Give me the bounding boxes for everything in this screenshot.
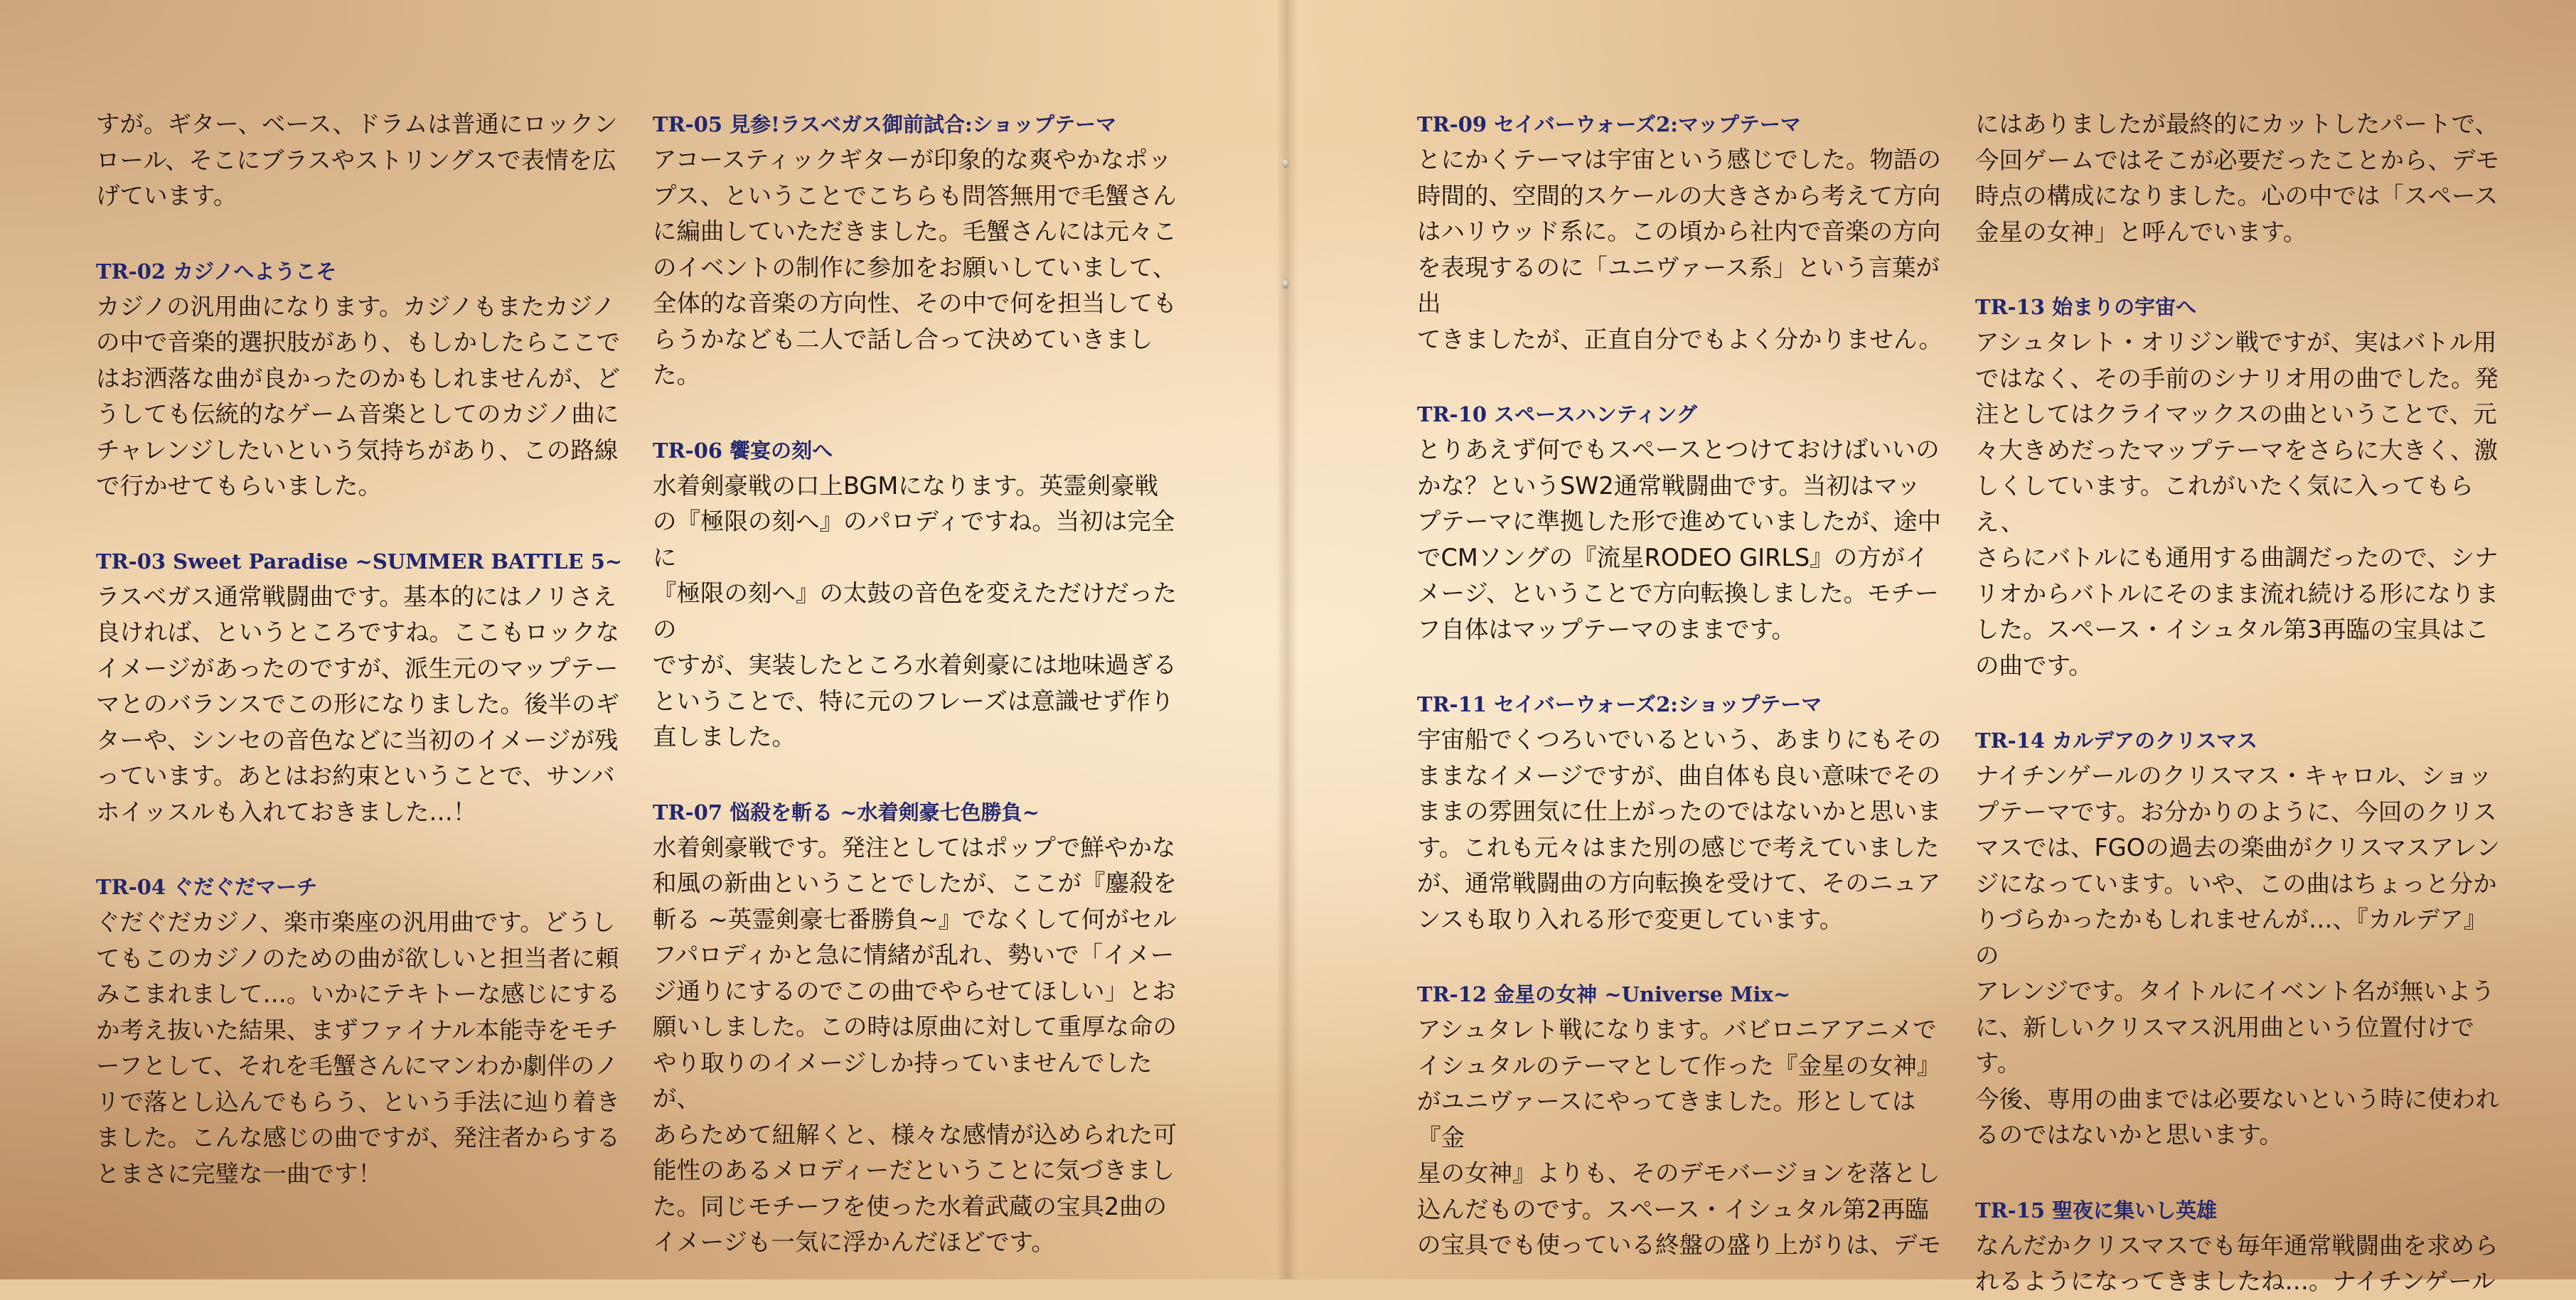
track-title: TR-03 Sweet Paradise ~SUMMER BATTLE 5~ (96, 549, 623, 574)
track-title: TR-15 聖夜に集いし英雄 (1975, 1198, 2218, 1223)
section-body: ぐだぐだカジノ、楽市楽座の汎用曲です。どうし てもこのカジノのための曲が欲しいと担当者に頼 みこまれまして…。いかにテキトーな感じにする か考え抜いた結果、まずファイナル本能寺をモチ ーフとして、それを毛蟹さんにマンわか劇伴のノ リで落とし込んでもらう、という手法に辿り着き ました。こんな感じの曲ですが、発注者からする とまさに完璧な一曲です！ (96, 908, 620, 1188)
section-body: とりあえず何でもスペースとつけておけばいいの かな？というSW2通常戦闘曲です。当初はマッ プテーマに準拠した形で進めていましたが、途中 でCMソングの『流星RODEO GIRLS』の方がイ メージ、ということで方向転換しました。モチー フ自体はマップテーマのままです。 (1417, 436, 1941, 643)
column-2 (653, 107, 1186, 1261)
track-title: TR-10 スペースハンティング (1417, 402, 1697, 426)
section-body: 宇宙船でくつろいでいるという、あまりにもその ままなイメージですが、曲自体も良い意味でその ままの雰囲気に仕上がったのではないかと思いま す。これも元々はまた別の感じで考えていました が、通常戦闘曲の方向転換を受けて、そのニュア ンスも取り入れる形で変更しています。 (1417, 726, 1941, 933)
center-fold (1276, 0, 1298, 1279)
column-4 (1975, 107, 2508, 1300)
section-body: なんだかクリスマスでも毎年通常戦闘曲を求めら れるようになってきましたね…。ナイチンゲール (1975, 1231, 2498, 1295)
track-title: TR-02 カジノへようこそ (96, 259, 337, 284)
section-body: カジノの汎用曲になります。カジノもまたカジノ の中で音楽的選択肢があり、もしかしたらここで はお洒落な曲が良かったのかもしれませんが、ど うしても伝統的なゲーム音楽としてのカジノ曲に チャレンジしたいという気持ちがあり、この路線 で行かせてもらいました。 (96, 292, 620, 500)
section-body: 水着剣豪戦の口上BGMになります。英霊剣豪戦 の『極限の刻へ』のパロディですね。当初は完全に 『極限の刻へ』の太鼓の音色を変えただけだったの ですが、実装したところ水着剣豪には地味過ぎる ということで、特に元のフレーズは意識せず作り 直しました。 (653, 471, 1177, 751)
track-title: TR-09 セイバーウォーズ2:マップテーマ (1417, 112, 1801, 136)
section-body: にはありましたが最終的にカットしたパートで、 今回ゲームではそこが必要だったことから、デモ 時点の構成になりました。心の中では「スペース 金星の女神」と呼んでいます。 (1975, 110, 2499, 246)
section-body: すが。ギター、ベース、ドラムは普通にロックン ロール、そこにブラスやストリングスで表情を広 げています。 (96, 110, 618, 210)
section-body: ラスベガス通常戦闘曲です。基本的にはノリさえ 良ければ、というところですね。ここもロックな イメージがあったのですが、派生元のマップテー マとのバランスでこの形になりました。後半のギ ターや、シンセの音色などに当初のイメージが残 っています。あとはお約束ということで、サンバ ホイッスルも入れておきました…！ (96, 582, 619, 826)
track-title: TR-04 ぐだぐだマーチ (96, 875, 318, 899)
section-body: アシュタレト戦になります。バビロニアアニメで イシュタルのテーマとして作った『金星の女神』 がユニヴァースにやってきました。形としては『金 星の女神』よりも、そのデモバージョンを落とし 込んだものです。スペース・イシュタル第2再臨 の宝具でも使っている終盤の盛り上がりは、デモ (1417, 1016, 1941, 1259)
track-title: TR-05 見参!ラスベガス御前試合:ショップテーマ (653, 112, 1117, 136)
section-body: ナイチンゲールのクリスマス・キャロル、ショッ プテーマです。お分かりのように、今回のクリス マスでは、FGOの過去の楽曲がクリスマスアレン ジになっています。いや、この曲はちょっと分か りづらかったかもしれませんが…、『カルデア』の アレンジです。タイトルにイベント名が無いよう に、新しいクリスマス汎用曲という位置付けです。 今後、専用の曲までは必要ないという時に使われ るのではないかと思います。 (1975, 762, 2501, 1149)
column-3 (1417, 107, 1950, 1264)
track-title: TR-13 始まりの宇宙へ (1975, 295, 2197, 319)
section-body: アシュタレト・オリジン戦ですが、実はバトル用 ではなく、その手前のシナリオ用の曲でした。発 注としてはクライマックスの曲ということで、元 々大きめだったマップテーマをさらに大きく、激 しくしています。これがいたく気に入ってもらえ、 さらにバトルにも通用する曲調だったので、シナ リオからバトルにそのまま流れ続ける形になりま した。スペース・イシュタル第3再臨の宝具はこ の曲です。 (1975, 328, 2498, 679)
section-body: アコースティックギターが印象的な爽やかなポッ プス、ということでこちらも問答無用で毛蟹さん に編曲していただきました。毛蟹さんには元々こ のイベントの制作に参加をお願いしていまして、 全体的な音楽の方向性、その中で何を担当しても らうかなども二人で話し合って決めていきました。 (653, 146, 1177, 389)
staple-middle (1282, 279, 1289, 289)
track-title: TR-14 カルデアのクリスマス (1975, 729, 2258, 753)
column-1 (96, 107, 629, 1192)
track-title: TR-12 金星の女神 ~Universe Mix~ (1417, 982, 1791, 1006)
track-title: TR-06 饗宴の刻へ (653, 438, 833, 463)
staple-top (1282, 158, 1289, 168)
track-title: TR-11 セイバーウォーズ2:ショップテーマ (1417, 692, 1822, 716)
track-title: TR-07 悩殺を斬る ~水着剣豪七色勝負~ (653, 800, 1040, 824)
section-body: 水着剣豪戦です。発注としてはポップで鮮やかな 和風の新曲ということでしたが、ここが『鏖殺を 斬る ~英霊剣豪七番勝負~』でなくして何がセル フパロディかと急に情緒が乱れ、勢いで「イメー ジ通りにするのでこの曲でやらせてほしい」とお 願いしました。この時は原曲に対して重厚な命の やり取りのイメージしか持っていませんでしたが、 あらためて紐解くと、様々な感情が込められた可 能性のあるメロディーだということに気づきまし た。同じモチーフを使った水着武蔵の宝具2曲の イメージも一気に浮かんだほどです。 (653, 833, 1177, 1256)
section-body: とにかくテーマは宇宙という感じでした。物語の 時間的、空間的スケールの大きさから考えて方向 はハリウッド系に。この頃から社内で音楽の方向 を表現するのに「ユニヴァース系」という言葉が出 てきましたが、正直自分でもよく分かりません。 (1417, 146, 1943, 353)
